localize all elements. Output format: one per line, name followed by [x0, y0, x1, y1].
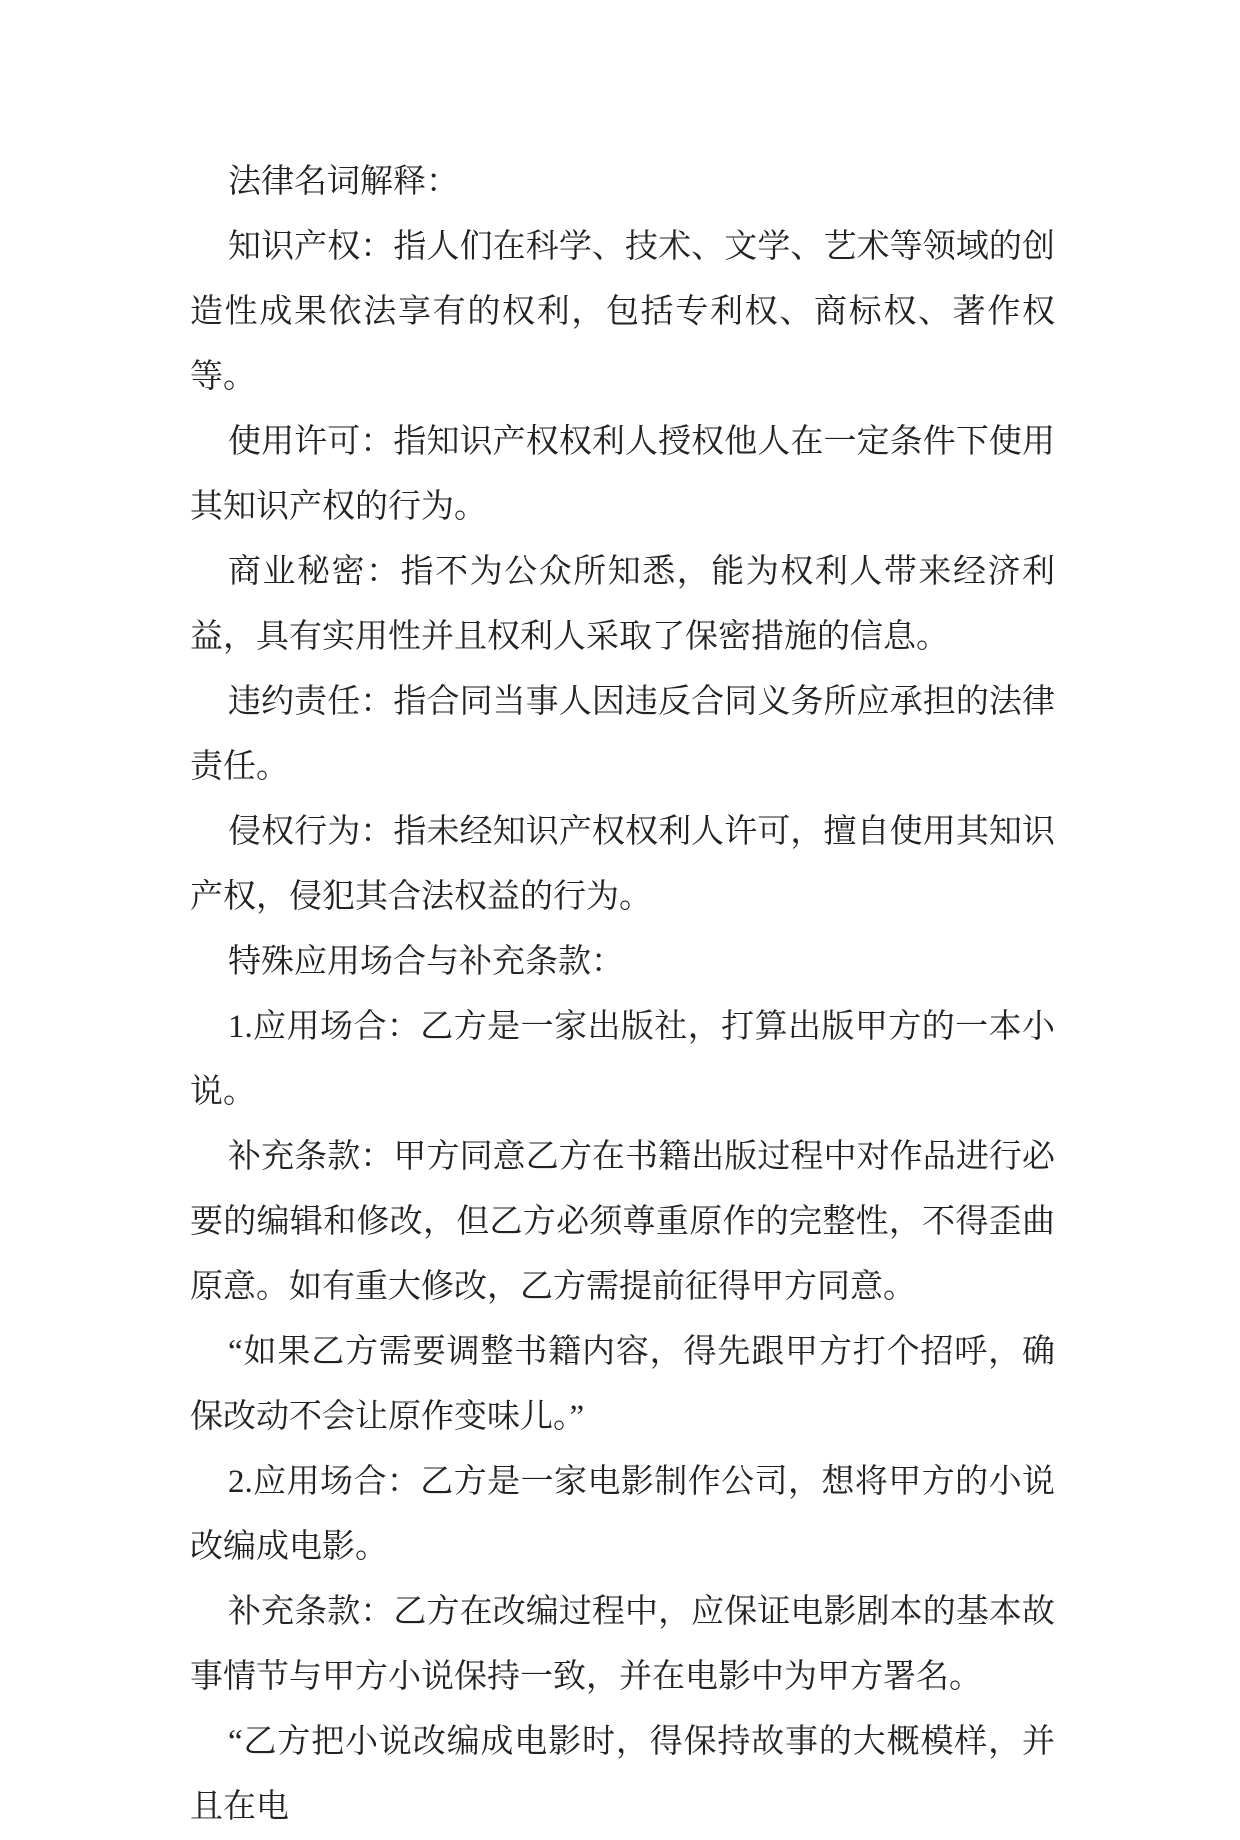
paragraph-heading-special-cases: 特殊应用场合与补充条款： [228, 944, 624, 980]
paragraph-term-infringement: 侵权行为：指未经知识产权权利人许可，擅自使用其知识产权，侵犯其合法权益的行为。 [190, 814, 1055, 915]
paragraph-case-2-quote-truncated: “乙方把小说改编成电影时，得保持故事的大概模样，并且在电 [190, 1724, 1055, 1825]
paragraph-term-intellectual-property: 知识产权：指人们在科学、技术、文学、艺术等领域的创造性成果依法享有的权利，包括专利权、商标权、著作权等。 [190, 229, 1055, 395]
paragraph-case-1-supplement: 补充条款：甲方同意乙方在书籍出版过程中对作品进行必要的编辑和修改，但乙方必须尊重原作的完整性，不得歪曲原意。如有重大修改，乙方需提前征得甲方同意。 [190, 1139, 1055, 1305]
paragraph-case-2-scenario: 2.应用场合：乙方是一家电影制作公司，想将甲方的小说改编成电影。 [190, 1464, 1055, 1565]
paragraph-case-1-quote: “如果乙方需要调整书籍内容，得先跟甲方打个招呼，确保改动不会让原作变味儿。” [190, 1334, 1055, 1435]
paragraph-case-1-scenario: 1.应用场合：乙方是一家出版社，打算出版甲方的一本小说。 [190, 1009, 1055, 1110]
paragraph-term-trade-secret: 商业秘密：指不为公众所知悉，能为权利人带来经济利益，具有实用性并且权利人采取了保密措施的信息。 [190, 554, 1055, 655]
paragraph-heading-legal-terms: 法律名词解释： [228, 164, 459, 200]
paragraph-term-license: 使用许可：指知识产权权利人授权他人在一定条件下使用其知识产权的行为。 [190, 424, 1055, 525]
paragraph-case-2-supplement: 补充条款：乙方在改编过程中，应保证电影剧本的基本故事情节与甲方小说保持一致，并在电影中为甲方署名。 [190, 1594, 1055, 1695]
paragraph-term-breach-liability: 违约责任：指合同当事人因违反合同义务所应承担的法律责任。 [190, 684, 1055, 785]
